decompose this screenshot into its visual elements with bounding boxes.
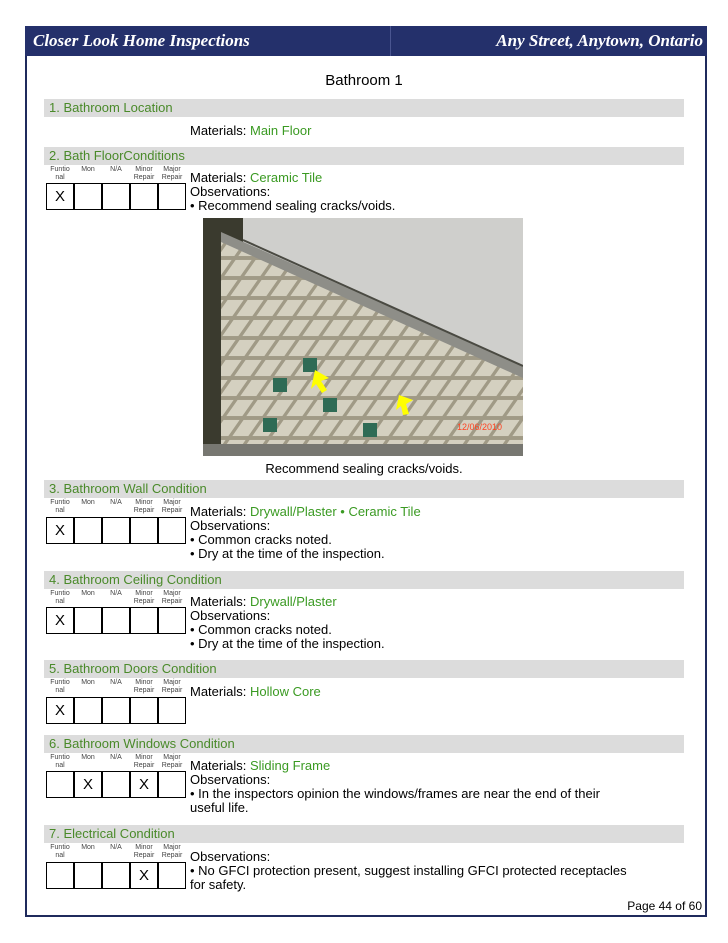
rating-label-functional: Funtio nal (50, 499, 70, 514)
rating-boxes (46, 697, 186, 724)
photo-caption: Recommend sealing cracks/voids. (265, 461, 463, 476)
rating-box-mon (74, 862, 102, 889)
materials-label: Materials: (190, 170, 247, 185)
observation-item: • Dry at the time of the inspection. (190, 546, 385, 561)
materials-label: Materials: (190, 504, 247, 519)
rating-label-minor: Minor Repair (133, 590, 155, 605)
rating-label-minor: Minor Repair (133, 679, 155, 694)
rating-box-functional (46, 771, 74, 798)
rating-label-mon: Mon (81, 499, 95, 506)
rating-label-na: N/A (110, 499, 122, 506)
rating-boxes (46, 607, 186, 634)
inspection-photo (203, 218, 523, 456)
rating-box-minor (130, 183, 158, 210)
rating-box-mon (74, 183, 102, 210)
rating-label-major: Major Repair (161, 754, 183, 769)
rating-label-mon: Mon (81, 754, 95, 761)
rating-box-functional (46, 862, 74, 889)
rating-label-major: Major Repair (161, 679, 183, 694)
rating-box-major (158, 862, 186, 889)
rating-box-major (158, 517, 186, 544)
rating-box-minor (130, 607, 158, 634)
observation-item: for safety. (190, 877, 247, 892)
materials-line (190, 124, 311, 138)
materials-value: Drywall/Plaster • Ceramic Tile (249, 504, 421, 519)
rating-label-major: Major Repair (161, 590, 183, 605)
rating-box-na (102, 517, 130, 544)
section-heading: 5. Bathroom Doors Condition (44, 660, 684, 678)
section-details (190, 505, 421, 561)
rating-label-minor: Minor Repair (133, 166, 155, 181)
observation-item: • Recommend sealing cracks/voids. (190, 198, 396, 213)
rating-box-na (102, 862, 130, 889)
rating-box-minor: X (130, 771, 158, 798)
section-details (190, 171, 395, 213)
observation-item: • Common cracks noted. (190, 622, 332, 637)
rating-label-na: N/A (110, 590, 122, 597)
rating-box-na (102, 697, 130, 724)
observations-label: Observations: (190, 849, 271, 864)
observations-label: Observations: (190, 518, 271, 533)
rating-box-major (158, 607, 186, 634)
materials-value: Ceramic Tile (249, 170, 323, 185)
rating-box-na (102, 183, 130, 210)
rating-label-functional: Funtio nal (50, 166, 70, 181)
rating-box-major (158, 183, 186, 210)
rating-label-minor: Minor Repair (133, 844, 155, 859)
photo-date-stamp: 12/06/2010 (457, 422, 503, 432)
observations-label: Observations: (190, 772, 271, 787)
rating-boxes (46, 771, 186, 798)
materials-label: Materials: (190, 123, 247, 138)
page-number: Page 44 of 60 (627, 899, 702, 913)
rating-label-minor: Minor Repair (133, 499, 155, 514)
rating-label-major: Major Repair (161, 499, 183, 514)
section-heading: 4. Bathroom Ceiling Condition (44, 571, 684, 589)
rating-boxes (46, 862, 186, 889)
rating-boxes (46, 517, 186, 544)
rating-box-minor: X (130, 862, 158, 889)
rating-box-mon (74, 607, 102, 634)
rating-label-mon: Mon (81, 166, 95, 173)
materials-label: Materials: (190, 758, 247, 773)
materials-label: Materials: (190, 594, 247, 609)
company-name: Closer Look Home Inspections (33, 31, 250, 50)
rating-box-na (102, 607, 130, 634)
section-heading: 3. Bathroom Wall Condition (44, 480, 684, 498)
section-heading: 6. Bathroom Windows Condition (44, 735, 684, 753)
observation-item: • Common cracks noted. (190, 532, 332, 547)
materials-value: Hollow Core (249, 684, 321, 699)
property-address: Any Street, Anytown, Ontario (496, 31, 703, 50)
observation-item: useful life. (190, 800, 249, 815)
rating-box-major (158, 771, 186, 798)
rating-label-minor: Minor Repair (133, 754, 155, 769)
rating-label-functional: Funtio nal (50, 590, 70, 605)
observation-item: • Dry at the time of the inspection. (190, 636, 385, 651)
section-details (190, 595, 385, 651)
page-title: Bathroom 1 (325, 72, 403, 89)
rating-label-mon: Mon (81, 590, 95, 597)
observations-label: Observations: (190, 608, 271, 623)
rating-label-na: N/A (110, 679, 122, 686)
header-divider (390, 26, 391, 56)
observation-item: • In the inspectors opinion the windows/frames are near the end of their (190, 786, 600, 801)
rating-box-mon: X (74, 771, 102, 798)
observations-label: Observations: (190, 184, 271, 199)
section-heading: 1. Bathroom Location (44, 99, 684, 117)
rating-label-mon: Mon (81, 679, 95, 686)
rating-box-functional: X (46, 607, 74, 634)
rating-label-major: Major Repair (161, 166, 183, 181)
rating-label-functional: Funtio nal (50, 754, 70, 769)
materials-value: Sliding Frame (249, 758, 331, 773)
section-heading: 2. Bath FloorConditions (44, 147, 684, 165)
section-details (190, 850, 627, 892)
rating-label-major: Major Repair (161, 844, 183, 859)
rating-label-na: N/A (110, 166, 122, 173)
rating-box-mon (74, 697, 102, 724)
section-heading: 7. Electrical Condition (44, 825, 684, 843)
rating-box-na (102, 771, 130, 798)
observation-item: • No GFCI protection present, suggest installing GFCI protected receptacles (190, 863, 627, 878)
rating-label-na: N/A (110, 754, 122, 761)
rating-label-functional: Funtio nal (50, 844, 70, 859)
rating-label-na: N/A (110, 844, 122, 851)
rating-box-major (158, 697, 186, 724)
report-header (25, 26, 707, 56)
rating-label-mon: Mon (81, 844, 95, 851)
rating-box-functional: X (46, 697, 74, 724)
rating-box-mon (74, 517, 102, 544)
materials-value: Drywall/Plaster (249, 594, 337, 609)
rating-boxes (46, 183, 186, 210)
rating-label-functional: Funtio nal (50, 679, 70, 694)
rating-box-minor (130, 517, 158, 544)
section-details (190, 759, 600, 815)
section-details (190, 685, 321, 699)
rating-box-functional: X (46, 517, 74, 544)
rating-box-functional: X (46, 183, 74, 210)
materials-value: Main Floor (249, 123, 312, 138)
materials-label: Materials: (190, 684, 247, 699)
rating-box-minor (130, 697, 158, 724)
photo-illustration (203, 218, 523, 456)
